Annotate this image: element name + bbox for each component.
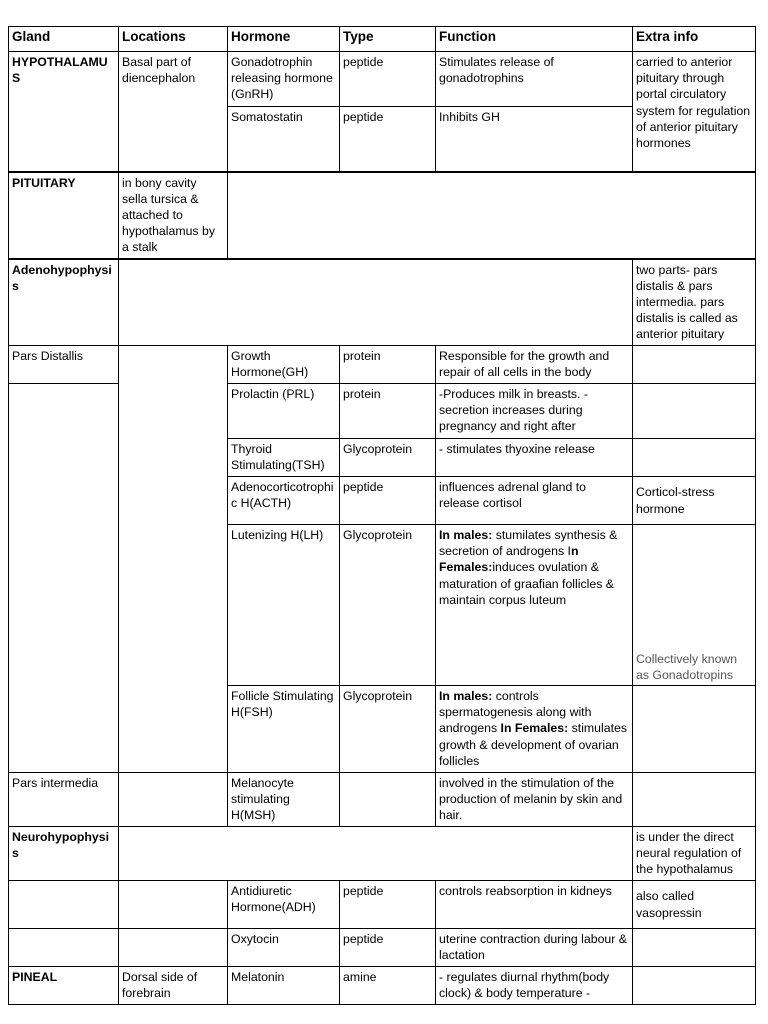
type-fsh: Glycoprotein	[340, 686, 436, 773]
location-pituitary: in bony cavity sella tursica & attached to hypothalamus by a stalk	[119, 172, 228, 259]
type-somatostatin: peptide	[340, 107, 436, 172]
lh-females-label: n Females:	[439, 544, 579, 575]
table-row	[9, 346, 756, 384]
extra-hypothalamus: carried to anterior pituitary through portal circulatory system for regulation of anterior pituitary hormones	[633, 52, 756, 172]
adenohypophysis-empty-cell	[119, 259, 633, 346]
hormone-somatostatin: Somatostatin	[228, 107, 340, 172]
lh-males-label: In males:	[439, 528, 493, 543]
header-extra-info: Extra info	[633, 27, 756, 52]
type-prl: protein	[340, 384, 436, 439]
type-gh: protein	[340, 346, 436, 384]
table-row	[9, 52, 756, 107]
function-oxytocin: uterine contraction during labour & lactation	[436, 929, 633, 967]
header-hormone: Hormone	[228, 27, 340, 52]
hormone-msh: Melanocyte stimulating H(MSH)	[228, 773, 340, 827]
type-oxytocin: peptide	[340, 929, 436, 967]
hormone-gnrh: Gonadotrophin releasing hormone (GnRH)	[228, 52, 340, 107]
hormone-oxytocin: Oxytocin	[228, 929, 340, 967]
fsh-females-text: stimulates growth & development of ovarian follicles	[439, 721, 627, 768]
type-gnrh: peptide	[340, 52, 436, 107]
type-acth: peptide	[340, 477, 436, 525]
extra-tsh	[633, 439, 756, 477]
extra-gh	[633, 346, 756, 384]
gland-adenohypophysis: Adenohypophysis	[9, 259, 119, 346]
table-row	[9, 967, 756, 1005]
header-function: Function	[436, 27, 633, 52]
hormone-acth: Adenocorticotrophic H(ACTH)	[228, 477, 340, 525]
hormone-gh: Growth Hormone(GH)	[228, 346, 340, 384]
location-pineal: Dorsal side of forebrain	[119, 967, 228, 1005]
type-tsh: Glycoprotein	[340, 439, 436, 477]
function-somatostatin: Inhibits GH	[436, 107, 633, 172]
extra-adh: also called vasopressin	[633, 881, 756, 929]
table-row	[9, 827, 756, 881]
function-tsh: - stimulates thyoxine release	[436, 439, 633, 477]
table-header-row	[9, 27, 756, 52]
function-fsh	[436, 686, 633, 773]
extra-adenohypophysis: two parts- pars distalis & pars intermedia. pars distalis is called as anterior pituitary	[633, 259, 756, 346]
lh-females-text: induces ovulation & maturation of graafian follicles & maintain corpus luteum	[439, 560, 614, 607]
fsh-males-label: In males:	[439, 689, 493, 704]
function-msh: involved in the stimulation of the production of melanin by skin and hair.	[436, 773, 633, 827]
extra-fsh	[633, 686, 756, 773]
lh-males-text: stumilates synthesis & secretion of androgens I	[439, 528, 618, 559]
location-pars-distalis	[119, 346, 228, 773]
table-row	[9, 259, 756, 346]
neurohypophysis-empty-cell	[119, 827, 633, 881]
pituitary-empty-cell	[228, 172, 756, 259]
type-melatonin: amine	[340, 967, 436, 1005]
gland-pituitary: PITUITARY	[9, 172, 119, 259]
extra-neurohypophysis: is under the direct neural regulation of the hypothalamus	[633, 827, 756, 881]
gland-oxytocin-empty	[9, 929, 119, 967]
function-adh: controls reabsorption in kidneys	[436, 881, 633, 929]
extra-acth: Corticol-stress hormone	[633, 477, 756, 525]
hormone-fsh: Follicle Stimulating H(FSH)	[228, 686, 340, 773]
gland-hypothalamus: HYPOTHALAMUS	[9, 52, 119, 172]
table-row	[9, 929, 756, 967]
type-lh: Glycoprotein	[340, 525, 436, 686]
header-locations: Locations	[119, 27, 228, 52]
gland-adh-empty	[9, 881, 119, 929]
gland-pineal: PINEAL	[9, 967, 119, 1005]
table-row	[9, 881, 756, 929]
extra-lh: Collectively known as Gonadotropins	[633, 525, 756, 686]
function-melatonin: - regulates diurnal rhythm(body clock) & body temperature -	[436, 967, 633, 1005]
location-adh-empty	[119, 881, 228, 929]
extra-msh	[633, 773, 756, 827]
fsh-males-text: controls spermatogenesis along with androgens	[439, 689, 592, 736]
extra-oxytocin	[633, 929, 756, 967]
function-lh	[436, 525, 633, 686]
function-gnrh: Stimulates release of gonadotrophins	[436, 52, 633, 107]
hormone-adh: Antidiuretic Hormone(ADH)	[228, 881, 340, 929]
gland-pars-distalis: Pars Distallis	[9, 346, 119, 384]
extra-prl	[633, 384, 756, 439]
header-gland: Gland	[9, 27, 119, 52]
function-prl: -Produces milk in breasts. -secretion increases during pregnancy and right after	[436, 384, 633, 439]
location-oxytocin-empty	[119, 929, 228, 967]
gland-neurohypophysis: Neurohypophysis	[9, 827, 119, 881]
hormone-melatonin: Melatonin	[228, 967, 340, 1005]
location-pars-intermedia	[119, 773, 228, 827]
extra-melatonin	[633, 967, 756, 1005]
function-acth: influences adrenal gland to release cortisol	[436, 477, 633, 525]
gland-pars-distalis-cont	[9, 384, 119, 773]
endocrine-gland-table	[8, 26, 756, 1005]
function-gh: Responsible for the growth and repair of all cells in the body	[436, 346, 633, 384]
fsh-females-label: In Females:	[500, 721, 569, 736]
gland-pars-intermedia: Pars intermedia	[9, 773, 119, 827]
hormone-tsh: Thyroid Stimulating(TSH)	[228, 439, 340, 477]
table-row	[9, 172, 756, 259]
table-row	[9, 773, 756, 827]
location-hypothalamus: Basal part of diencephalon	[119, 52, 228, 172]
hormone-prl: Prolactin (PRL)	[228, 384, 340, 439]
hormone-lh: Lutenizing H(LH)	[228, 525, 340, 686]
type-msh	[340, 773, 436, 827]
header-type: Type	[340, 27, 436, 52]
type-adh: peptide	[340, 881, 436, 929]
